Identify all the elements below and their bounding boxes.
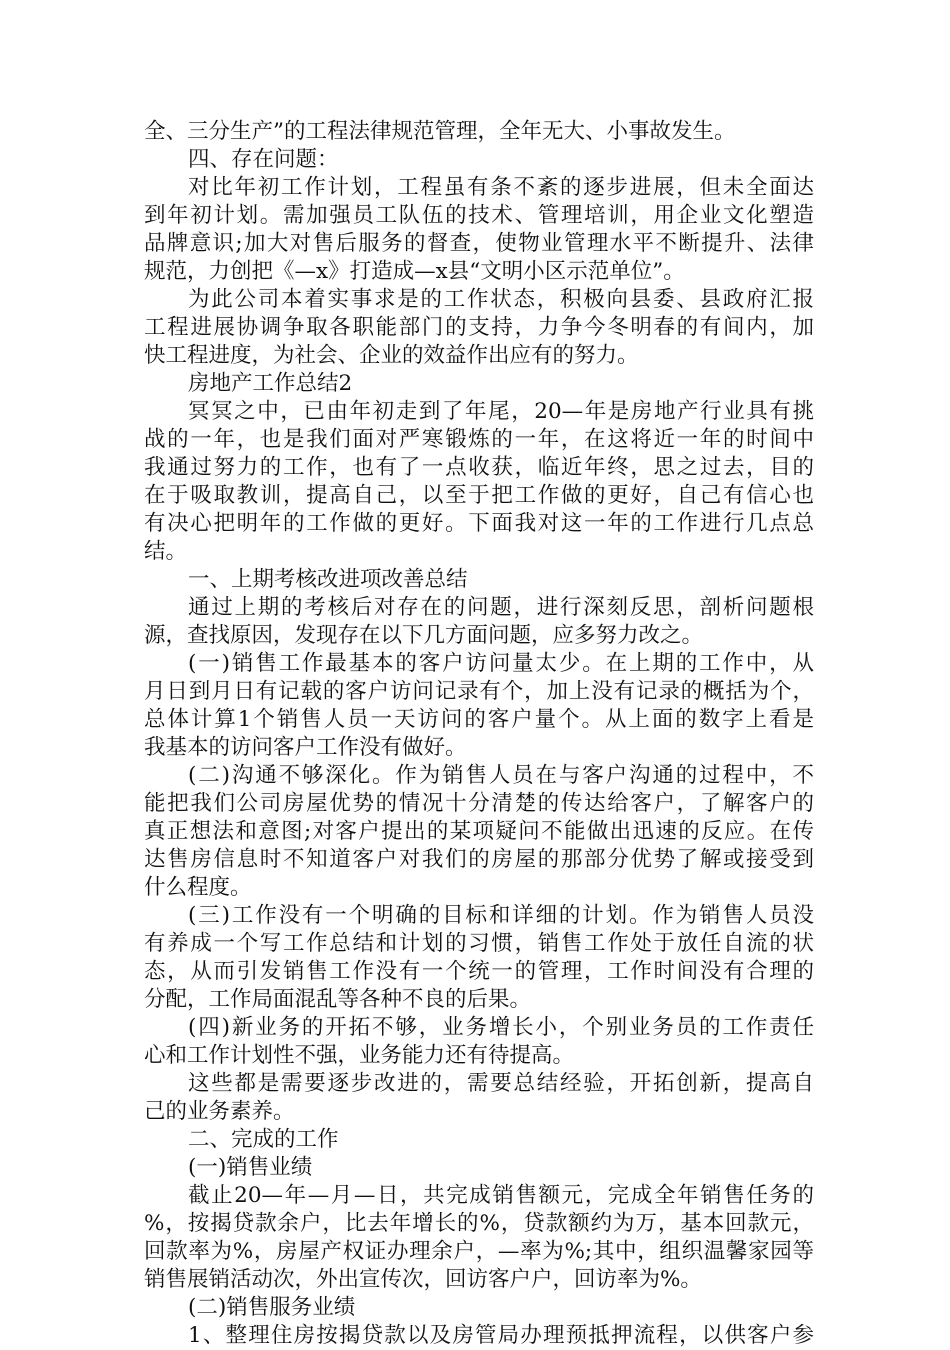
text-line: %，按揭贷款余户，比去年增长的%，贷款额约为万，基本回款元，: [144, 1211, 814, 1236]
text-line: 在于吸取教训，提高自己，以至于把工作做的更好，自己有信心也: [144, 483, 814, 508]
text-line: 态，从而引发销售工作没有一个统一的管理，工作时间没有合理的: [144, 959, 814, 984]
text-line: 通过上期的考核后对存在的问题，进行深刻反思，剖析问题根: [188, 595, 814, 620]
text-line: 有养成一个写工作总结和计划的习惯，销售工作处于放任自流的状: [144, 931, 814, 956]
text-line: 工程进展协调争取各职能部门的支持，力争今冬明春的有间内，加: [144, 315, 814, 340]
text-line: 什么程度。: [144, 875, 252, 900]
text-line: 快工程进度，为社会、企业的效益作出应有的努力。: [144, 343, 639, 368]
text-line: 规范，力创把《—x》打造成—x县“文明小区示范单位”。: [144, 259, 685, 284]
text-line: (一)销售业绩: [188, 1155, 313, 1180]
text-line: 回款率为%，房屋产权证办理余户，—率为%;其中，组织温馨家园等: [144, 1239, 814, 1264]
text-line: (二)销售服务业绩: [188, 1295, 356, 1320]
text-line: 冥冥之中，已由年初走到了年尾，20—年是房地产行业具有挑: [188, 399, 814, 424]
text-line: 己的业务素养。: [144, 1099, 295, 1124]
text-line: 品牌意识;加大对售后服务的督查，使物业管理水平不断提升、法律: [144, 231, 814, 256]
text-line: 能把我们公司房屋优势的情况十分清楚的传达给客户，了解客户的: [144, 791, 814, 816]
text-line: 月日到月日有记载的客户访问记录有个，加上没有记录的概括为个，: [144, 679, 814, 704]
text-line: 战的一年，也是我们面对严寒锻炼的一年，在这将近一年的时间中: [144, 427, 814, 452]
text-line: 1、整理住房按揭贷款以及房管局办理预抵押流程，以供客户参: [188, 1323, 814, 1348]
text-line: 我通过努力的工作，也有了一点收获，临近年终，思之过去，目的: [144, 455, 814, 480]
text-line: (二)沟通不够深化。作为销售人员在与客户沟通的过程中，不: [188, 763, 814, 788]
text-line: 四、存在问题：: [188, 147, 339, 172]
text-line: 总体计算1个销售人员一天访问的客户量个。从上面的数字上看是: [144, 707, 814, 732]
text-line: 有决心把明年的工作做的更好。下面我对这一年的工作进行几点总: [144, 511, 814, 536]
text-line: 房地产工作总结2: [188, 371, 353, 396]
text-line: (三)工作没有一个明确的目标和详细的计划。作为销售人员没: [188, 903, 814, 928]
text-line: 分配，工作局面混乱等各种不良的后果。: [144, 987, 532, 1012]
text-line: 对比年初工作计划，工程虽有条不紊的逐步进展，但未全面达: [188, 175, 814, 200]
text-line: 源，查找原因，发现存在以下几方面问题，应多努力改之。: [144, 623, 704, 648]
text-line: 达售房信息时不知道客户对我们的房屋的那部分优势了解或接受到: [144, 847, 814, 872]
text-line: 截止20—年—月—日，共完成销售额元，完成全年销售任务的: [188, 1183, 814, 1208]
text-line: 到年初计划。需加强员工队伍的技术、管理培训，用企业文化塑造: [144, 203, 814, 228]
text-line: 销售展销活动次，外出宣传次，回访客户户，回访率为%。: [144, 1267, 702, 1292]
text-line: 全、三分生产”的工程法律规范管理，全年无大、小事故发生。: [144, 119, 736, 144]
text-line: 心和工作计划性不强，业务能力还有待提高。: [144, 1043, 575, 1068]
text-line: (四)新业务的开拓不够，业务增长小，个别业务员的工作责任: [188, 1015, 814, 1040]
text-line: 我基本的访问客户工作没有做好。: [144, 735, 467, 760]
text-line: 真正想法和意图;对客户提出的某项疑问不能做出迅速的反应。在传: [144, 819, 814, 844]
document-body: [144, 118, 814, 1350]
text-line: 一、上期考核改进项改善总结: [188, 567, 468, 592]
text-line: 二、完成的工作: [188, 1127, 339, 1152]
text-line: 结。: [144, 539, 188, 564]
text-line: 这些都是需要逐步改进的，需要总结经验，开拓创新，提高自: [188, 1071, 814, 1096]
text-line: (一)销售工作最基本的客户访问量太少。在上期的工作中，从: [188, 651, 814, 676]
text-line: 为此公司本着实事求是的工作状态，积极向县委、县政府汇报: [188, 287, 814, 312]
